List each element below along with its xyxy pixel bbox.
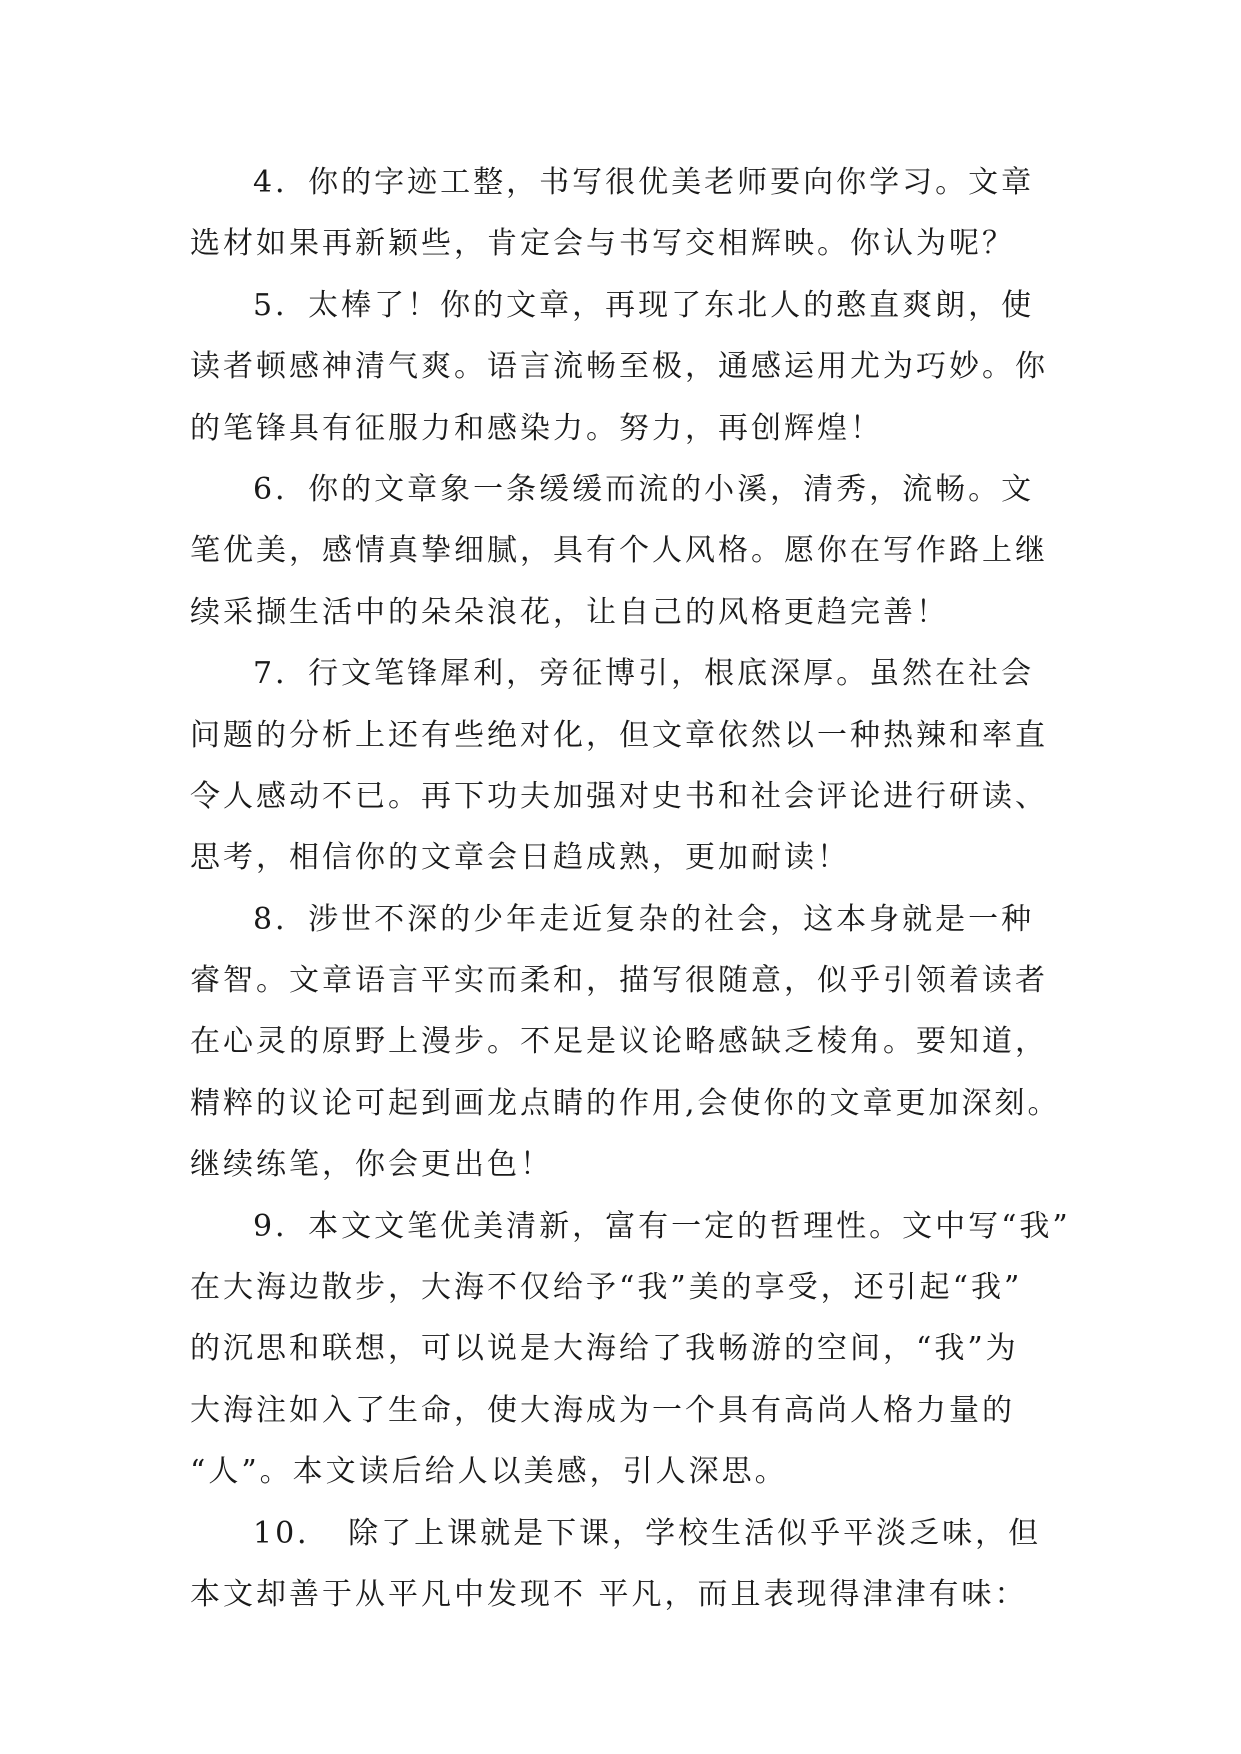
text-line: 令人感动不已。再下功夫加强对史书和社会评论进行研读、 <box>190 778 1048 814</box>
text-line: 睿智。文章语言平实而柔和，描写很随意，似乎引领着读者 <box>190 963 1048 999</box>
text-line: 读者顿感神清气爽。语言流畅至极，通感运用尤为巧妙。你 <box>190 349 1048 385</box>
text-line: 精粹的议论可起到画龙点睛的作用,会使你的文章更加深刻。 <box>190 1085 1061 1121</box>
text-line: “人”。本文读后给人以美感，引人深思。 <box>190 1454 788 1490</box>
text-line: 选材如果再新颖些，肯定会与书写交相辉映。你认为呢？ <box>190 226 1015 262</box>
text-line: 问题的分析上还有些绝对化，但文章依然以一种热辣和率直 <box>190 717 1048 753</box>
text-line: 7．行文笔锋犀利，旁征博引，根底深厚。虽然在社会 <box>253 656 1035 692</box>
text-line: 的笔锋具有征服力和感染力。努力，再创辉煌！ <box>190 410 883 446</box>
text-line: 6．你的文章象一条缓缓而流的小溪，清秀，流畅。文 <box>253 471 1035 507</box>
text-line: 继续练笔，你会更出色！ <box>190 1147 553 1183</box>
text-line: 8．涉世不深的少年走近复杂的社会，这本身就是一种 <box>253 901 1035 937</box>
text-line: 在心灵的原野上漫步。不足是议论略感缺乏棱角。要知道， <box>190 1024 1048 1060</box>
text-line: 笔优美，感情真挚细腻，具有个人风格。愿你在写作路上继 <box>190 533 1048 569</box>
text-line: 10． 除了上课就是下课，学校生活似乎平淡乏味，但 <box>253 1515 1042 1551</box>
text-line: 在大海边散步，大海不仅给予“我”美的享受，还引起“我” <box>190 1270 1023 1306</box>
text-line: 的沉思和联想，可以说是大海给了我畅游的空间，“我”为 <box>190 1331 1019 1367</box>
text-line: 5．太棒了！你的文章，再现了东北人的憨直爽朗，使 <box>253 287 1035 323</box>
text-line: 本文却善于从平凡中发现不 平凡，而且表现得津津有味： <box>190 1576 1028 1612</box>
text-line: 大海注如入了生命，使大海成为一个具有高尚人格力量的 <box>190 1392 1015 1428</box>
text-line: 9．本文文笔优美清新，富有一定的哲理性。文中写“我” <box>253 1208 1071 1244</box>
document-body <box>190 152 1070 1625</box>
text-line: 4．你的字迹工整，书写很优美老师要向你学习。文章 <box>253 165 1035 200</box>
text-line: 思考，相信你的文章会日趋成熟，更加耐读！ <box>190 840 850 876</box>
text-line: 续采撷生活中的朵朵浪花，让自己的风格更趋完善！ <box>190 594 949 630</box>
